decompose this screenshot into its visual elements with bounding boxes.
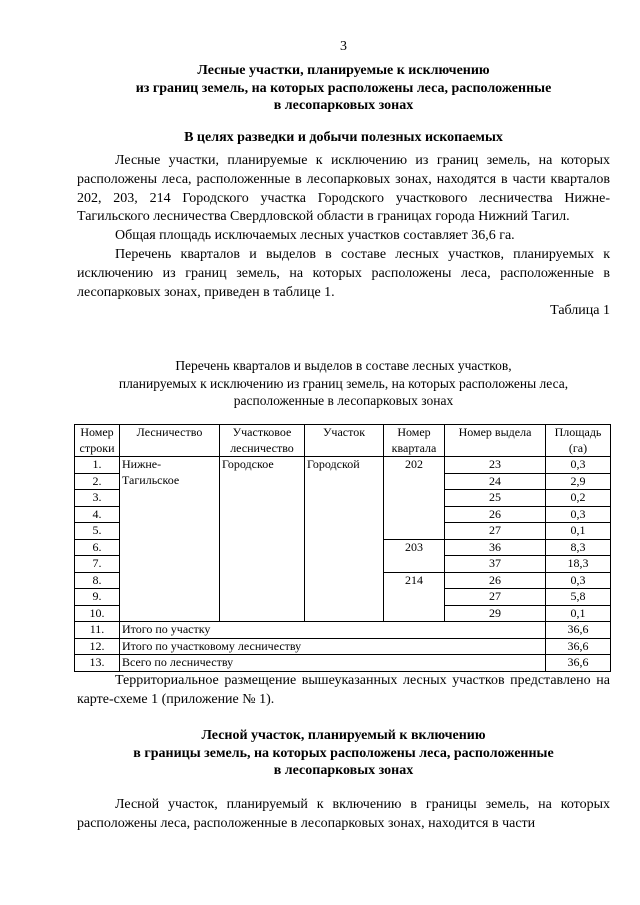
intro-text [77,152,610,321]
area-cell: 36,6 [546,655,611,672]
table-title-line: планируемых к исключению из границ земель, на которых расположены леса, [118,375,569,391]
inclusion-text [77,796,610,833]
paragraph: Общая площадь исключаемых лесных участков составляет 36,6 га. [115,228,515,244]
paragraph: Территориальное размещение вышеуказанных лесных участков представлено на карте-схеме 1 (приложение № 1). [77,673,610,707]
row-number: 2. [75,473,120,490]
table-title-line: расположенные в лесопарковых зонах [233,393,454,408]
title-line: Лесные участки, планируемые к исключению [197,63,490,78]
header-cell: Лесничество [120,425,220,457]
table-title-line: Перечень кварталов и выделов в составе лесных участков, [175,358,512,373]
area-cell: 0,1 [546,523,611,540]
compartment-cell: 24 [445,473,546,490]
compartment-cell: 23 [445,457,546,474]
district-forestry-cell: Городское [220,457,305,622]
area-cell: 0,2 [546,490,611,507]
area-cell: 0,3 [546,506,611,523]
compartment-cell: 26 [445,506,546,523]
placement-text [77,672,610,709]
table-row [75,457,611,474]
area-cell: 5,8 [546,589,611,606]
site-cell: Городской [305,457,384,622]
quarter-cell: 203 [384,539,445,572]
header-cell: Номер выдела [445,425,546,457]
compartment-cell: 29 [445,605,546,622]
row-number: 4. [75,506,120,523]
row-number: 13. [75,655,120,672]
row-number: 9. [75,589,120,606]
compartment-cell: 27 [445,523,546,540]
paragraph: Перечень кварталов и выделов в составе лесных участков, планируемых к исключению из границ земель, на которых расположены леса, расположенные в лесопарковых зонах, приведен в таблице 1. [77,246,610,300]
row-number: 10. [75,605,120,622]
area-cell: 0,3 [546,572,611,589]
title-line: в лесопарковых зонах [273,763,414,778]
header-cell: Площадь (га) [546,425,611,457]
title-line: в границы земель, на которых расположены леса, расположенные [133,745,554,761]
subsection-title: В целях разведки и добычи полезных ископаемых [184,130,503,145]
header-cell: Номер квартала [384,425,445,457]
forestry-cell: Нижне-Тагильское [120,457,220,622]
paragraph: Лесные участки, планируемые к исключению из границ земель, на которых расположены леса, расположенные в лесопарковых зонах, находятся в части кварталов 202, 203, 214 Городского участка Городского участкового лесничества Нижне-Тагильского лесничества Свердловской области в границах города Нижний Тагил. [77,153,610,225]
compartment-cell: 27 [445,589,546,606]
compartment-cell: 25 [445,490,546,507]
total-label: Итого по участковому лесничеству [120,638,546,655]
title-line: из границ земель, на которых расположены леса, расположенные [135,80,552,96]
row-number: 12. [75,638,120,655]
row-number: 6. [75,539,120,556]
compartment-cell: 37 [445,556,546,573]
total-label: Итого по участку [120,622,546,639]
area-cell: 0,3 [546,457,611,474]
area-cell: 2,9 [546,473,611,490]
area-cell: 0,1 [546,605,611,622]
header-cell: Номер строки [75,425,120,457]
total-label: Всего по лесничеству [120,655,546,672]
title-line: в лесопарковых зонах [273,98,414,113]
area-cell: 36,6 [546,622,611,639]
section-title [77,62,610,115]
title-line: Лесной участок, планируемый к включению [201,728,486,743]
area-cell: 18,3 [546,556,611,573]
area-cell: 8,3 [546,539,611,556]
section-title-2 [77,727,610,780]
page-number: 3 [340,39,347,54]
table-label: Таблица 1 [550,303,610,319]
total-row [75,655,611,672]
table-header-row [75,425,611,457]
area-cell: 36,6 [546,638,611,655]
compartment-cell: 36 [445,539,546,556]
row-number: 8. [75,572,120,589]
table-title [77,357,610,410]
header-cell: Участок [305,425,384,457]
row-number: 5. [75,523,120,540]
paragraph: Лесной участок, планируемый к включению в границы земель, на которых расположены леса, расположенные в лесопарковых зонах, находится в части [77,797,610,831]
quarter-cell: 214 [384,572,445,622]
header-cell: Участковое лесничество [220,425,305,457]
plots-table [74,424,611,672]
row-number: 11. [75,622,120,639]
quarter-cell: 202 [384,457,445,540]
total-row [75,638,611,655]
row-number: 3. [75,490,120,507]
total-row [75,622,611,639]
compartment-cell: 26 [445,572,546,589]
row-number: 1. [75,457,120,474]
row-number: 7. [75,556,120,573]
